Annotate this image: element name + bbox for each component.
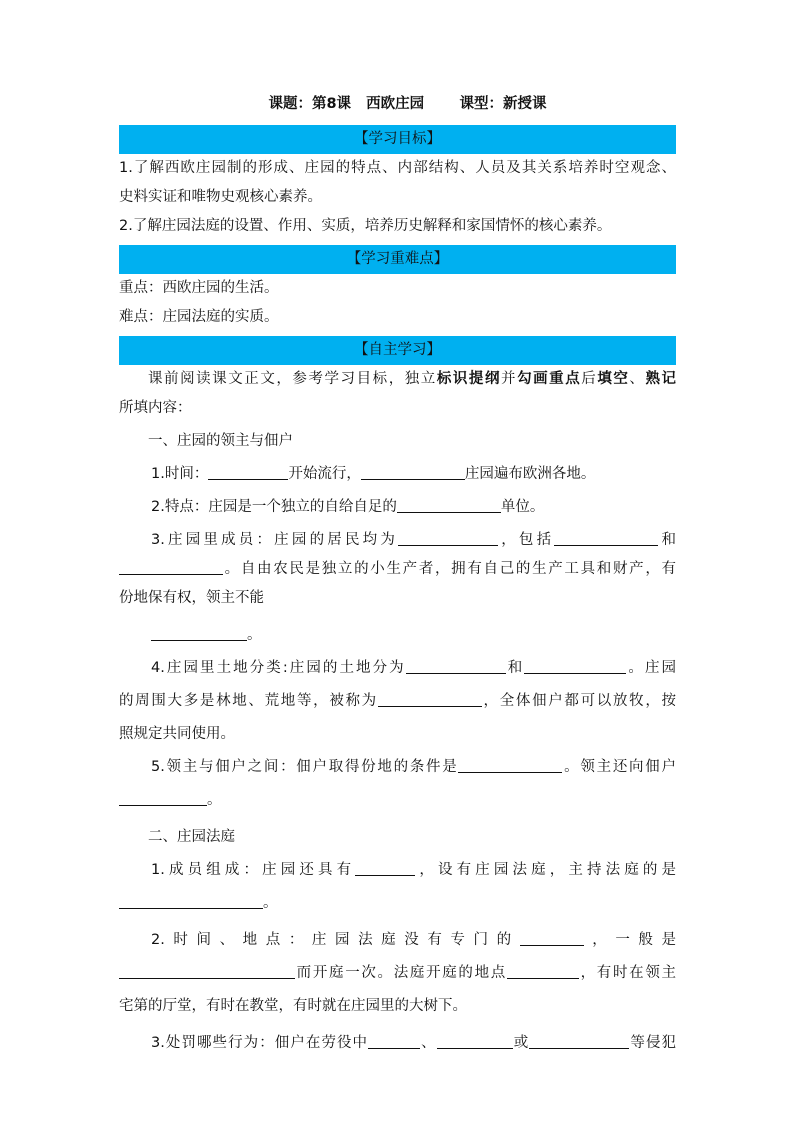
fill-blank[interactable] bbox=[378, 690, 482, 707]
fill-blank[interactable] bbox=[437, 1032, 513, 1049]
fill-blank[interactable] bbox=[529, 1032, 629, 1049]
s2-question-2-line-1: 2.时间、地点：庄园法庭没有专门的 ，一般是 bbox=[119, 926, 676, 955]
intro-line-1: 课前阅读课文正文，参考学习目标，独立标识提纲并勾画重点后填空、熟记 bbox=[148, 371, 676, 387]
s1-question-4-line-1: 4.庄园里土地分类:庄园的土地分为 和 。庄园 bbox=[119, 654, 676, 683]
s1-question-3-line-3: 份地保有权，领主不能 bbox=[119, 590, 264, 606]
s1-question-2: 2.特点：庄园是一个独立的自给自足的 单位。 bbox=[119, 493, 676, 522]
objectives-header: 【学习目标】 bbox=[119, 125, 676, 154]
s1-question-3-line-1: 3.庄园里成员：庄园的居民均为 ，包括 和 bbox=[119, 526, 676, 555]
section1-heading: 一、庄园的领主与佃户 bbox=[148, 433, 293, 449]
s2-question-1-line-2: 。 bbox=[119, 889, 676, 918]
s2-question-1-line-1: 1.成员组成：庄园还具有 ，设有庄园法庭，主持法庭的是 bbox=[119, 856, 676, 885]
s2-question-2-line-3: 宅第的厅堂，有时在教堂，有时就在庄园里的大树下。 bbox=[119, 998, 467, 1014]
fill-blank[interactable] bbox=[119, 962, 295, 979]
fill-blank[interactable] bbox=[406, 657, 506, 674]
s1-question-5-line-1: 5.领主与佃户之间：佃户取得份地的条件是 。领主还向佃户 bbox=[119, 753, 676, 782]
s1-question-1: 1.时间： 开始流行， 庄园遍布欧洲各地。 bbox=[119, 460, 676, 489]
fill-blank[interactable] bbox=[361, 463, 465, 480]
s2-question-2-line-2: 而开庭一次。法庭开庭的地点 ，有时在领主 bbox=[119, 959, 676, 988]
fill-blank[interactable] bbox=[119, 558, 223, 575]
s1-question-5-line-2: 。 bbox=[119, 786, 676, 815]
section2-heading: 二、庄园法庭 bbox=[148, 829, 235, 845]
objective-2: 2.了解庄园法庭的设置、作用、实质，培养历史解释和家国情怀的核心素养。 bbox=[119, 218, 612, 234]
s1-question-3-line-4: 。 bbox=[119, 621, 676, 650]
fill-blank[interactable] bbox=[208, 463, 288, 480]
fill-blank[interactable] bbox=[368, 1032, 420, 1049]
s1-question-4-line-2: 的周围大多是林地、荒地等，被称为 ，全体佃户都可以放牧，按 bbox=[119, 687, 676, 716]
fill-blank[interactable] bbox=[520, 929, 584, 946]
s2-question-3-line-1: 3.处罚哪些行为：佃户在劳役中 、 或 等侵犯 bbox=[119, 1029, 676, 1058]
fill-blank[interactable] bbox=[151, 624, 247, 641]
fill-blank[interactable] bbox=[397, 496, 501, 513]
s1-question-3-line-2: 。自由农民是独立的小生产者，拥有自己的生产工具和财产，有 bbox=[119, 555, 676, 584]
fill-blank[interactable] bbox=[119, 789, 207, 806]
objective-1-line-1: 1.了解西欧庄园制的形成、庄园的特点、内部结构、人员及其关系培养时空观念、 bbox=[119, 160, 676, 176]
fill-blank[interactable] bbox=[398, 529, 498, 546]
fill-blank[interactable] bbox=[458, 756, 562, 773]
page-title: 课题：第8课 西欧庄园 课型：新授课 bbox=[268, 96, 547, 112]
fill-blank[interactable] bbox=[554, 529, 658, 546]
fill-blank[interactable] bbox=[524, 657, 626, 674]
worksheet bbox=[119, 92, 676, 1058]
intro-line-2: 所填内容： bbox=[119, 400, 192, 416]
key-point-important: 重点：西欧庄园的生活。 bbox=[119, 280, 279, 296]
key-point-difficult: 难点：庄园法庭的实质。 bbox=[119, 309, 279, 325]
fill-blank[interactable] bbox=[119, 892, 263, 909]
fill-blank[interactable] bbox=[355, 859, 415, 876]
self-study-header: 【自主学习】 bbox=[119, 336, 676, 365]
objective-1-line-2: 史料实证和唯物史观核心素养。 bbox=[119, 189, 322, 205]
key-points-header: 【学习重难点】 bbox=[119, 245, 676, 274]
s1-question-4-line-3: 照规定共同使用。 bbox=[119, 726, 235, 742]
fill-blank[interactable] bbox=[507, 962, 579, 979]
